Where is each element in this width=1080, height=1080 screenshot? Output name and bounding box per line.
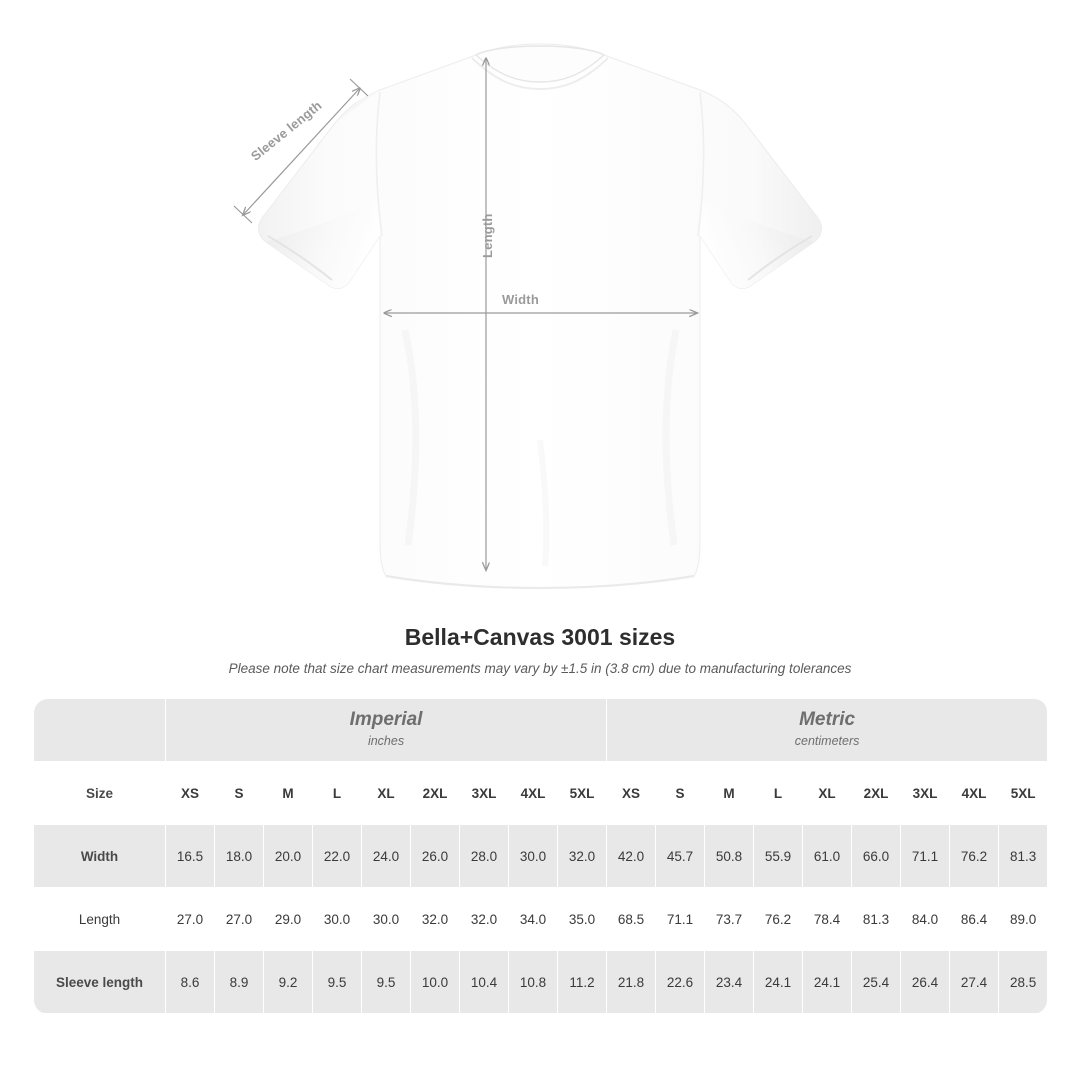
table-cell: 9.5	[313, 951, 362, 1014]
unit-header-spacer	[34, 699, 166, 762]
table-cell: 78.4	[803, 888, 852, 951]
column-header-cell: XS	[607, 762, 656, 825]
table-cell: 30.0	[362, 888, 411, 951]
table-row	[34, 951, 1048, 1014]
table-cell: 23.4	[705, 951, 754, 1014]
table-cell: 10.0	[411, 951, 460, 1014]
table-cell: 10.8	[509, 951, 558, 1014]
sleeve-length-label: Sleeve length	[248, 97, 325, 164]
table-cell: 71.1	[656, 888, 705, 951]
column-header-cell: 2XL	[852, 762, 901, 825]
table-cell: 55.9	[754, 825, 803, 888]
unit-sub-metric: centimeters	[794, 733, 860, 748]
table-cell: 11.2	[558, 951, 607, 1014]
table-cell: 32.0	[460, 888, 509, 951]
table-cell: 22.0	[313, 825, 362, 888]
table-row	[34, 888, 1048, 951]
unit-header-row	[34, 699, 1048, 762]
table-cell: 50.8	[705, 825, 754, 888]
table-cell: 28.0	[460, 825, 509, 888]
size-header-row	[34, 762, 1048, 825]
table-cell: 30.0	[509, 825, 558, 888]
table-cell: 73.7	[705, 888, 754, 951]
table-cell: 24.1	[754, 951, 803, 1014]
column-header-cell: XL	[362, 762, 411, 825]
unit-header-imperial	[166, 699, 607, 762]
page-title: Bella+Canvas 3001 sizes	[404, 624, 676, 650]
table-cell: 35.0	[558, 888, 607, 951]
column-header-cell: M	[264, 762, 313, 825]
column-header-cell: 3XL	[460, 762, 509, 825]
row-label-width: Width	[34, 825, 166, 888]
table-row	[34, 825, 1048, 888]
table-cell: 25.4	[852, 951, 901, 1014]
table-cell: 8.9	[215, 951, 264, 1014]
width-label: Width	[502, 292, 539, 307]
column-header-cell: XS	[166, 762, 215, 825]
table-cell: 26.0	[411, 825, 460, 888]
table-cell: 45.7	[656, 825, 705, 888]
unit-header-metric	[607, 699, 1047, 762]
column-header-cell: 4XL	[950, 762, 999, 825]
table-cell: 22.6	[656, 951, 705, 1014]
table-cell: 76.2	[950, 825, 999, 888]
table-cell: 27.4	[950, 951, 999, 1014]
column-header-cell: S	[215, 762, 264, 825]
table-cell: 66.0	[852, 825, 901, 888]
table-cell: 10.4	[460, 951, 509, 1014]
table-cell: 61.0	[803, 825, 852, 888]
column-header-cell: L	[313, 762, 362, 825]
unit-sub-imperial: inches	[367, 733, 405, 748]
table-cell: 81.3	[852, 888, 901, 951]
table-cell: 32.0	[558, 825, 607, 888]
table-cell: 34.0	[509, 888, 558, 951]
table-cell: 28.5	[999, 951, 1047, 1014]
shirt-body-shape	[259, 44, 822, 588]
table-cell: 71.1	[901, 825, 950, 888]
table-cell: 89.0	[999, 888, 1047, 951]
table-cell: 27.0	[166, 888, 215, 951]
unit-title-imperial: Imperial	[349, 709, 423, 731]
table-cell: 81.3	[999, 825, 1047, 888]
column-header-cell: XL	[803, 762, 852, 825]
column-header-size: Size	[34, 762, 166, 825]
tolerance-note: Please note that size chart measurements may vary by ±1.5 in (3.8 cm) due to manufacturing tolerances	[228, 661, 852, 676]
column-header-cell: 2XL	[411, 762, 460, 825]
column-header-cell: S	[656, 762, 705, 825]
column-header-cell: 5XL	[999, 762, 1047, 825]
table-cell: 42.0	[607, 825, 656, 888]
table-cell: 29.0	[264, 888, 313, 951]
table-cell: 20.0	[264, 825, 313, 888]
column-header-cell: 5XL	[558, 762, 607, 825]
heading-block	[0, 624, 1080, 676]
table-cell: 21.8	[607, 951, 656, 1014]
size-chart-table	[33, 698, 1047, 1014]
column-header-cell: L	[754, 762, 803, 825]
table-cell: 8.6	[166, 951, 215, 1014]
table-cell: 9.5	[362, 951, 411, 1014]
table-cell: 84.0	[901, 888, 950, 951]
table-cell: 18.0	[215, 825, 264, 888]
row-label-sleeve-length: Sleeve length	[34, 951, 166, 1014]
column-header-cell: M	[705, 762, 754, 825]
table-cell: 9.2	[264, 951, 313, 1014]
table-cell: 86.4	[950, 888, 999, 951]
unit-title-metric: Metric	[799, 709, 856, 731]
row-label-length: Length	[34, 888, 166, 951]
column-header-cell: 3XL	[901, 762, 950, 825]
table-cell: 16.5	[166, 825, 215, 888]
table-cell: 32.0	[411, 888, 460, 951]
table-cell: 68.5	[607, 888, 656, 951]
size-chart-table-wrapper	[33, 698, 1047, 1014]
length-label: Length	[480, 213, 495, 258]
table-cell: 76.2	[754, 888, 803, 951]
column-header-cell: 4XL	[509, 762, 558, 825]
table-cell: 27.0	[215, 888, 264, 951]
table-cell: 30.0	[313, 888, 362, 951]
table-cell: 24.1	[803, 951, 852, 1014]
table-cell: 26.4	[901, 951, 950, 1014]
table-cell: 24.0	[362, 825, 411, 888]
